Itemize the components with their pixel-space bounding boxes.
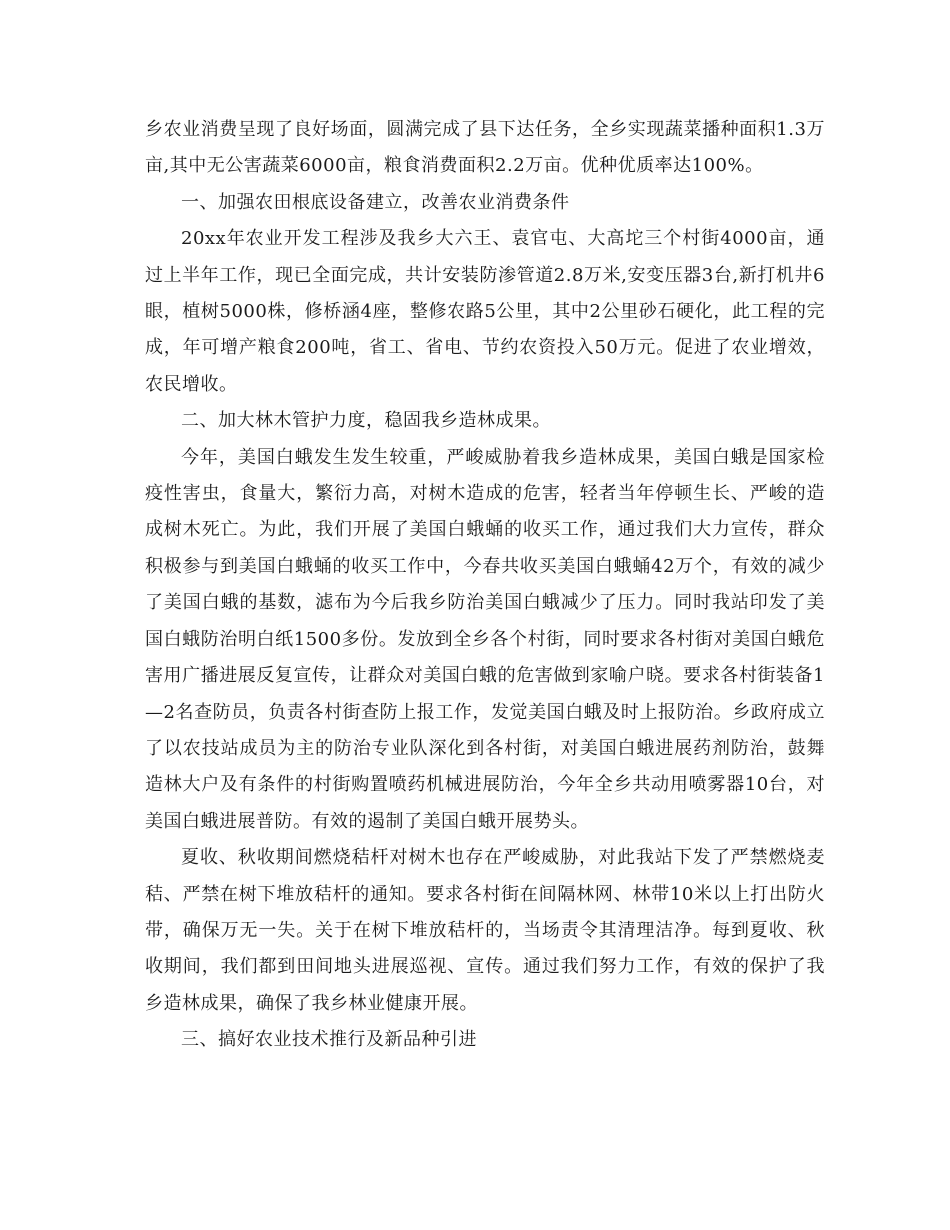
paragraph-agricultural-development: 20xx年农业开发工程涉及我乡大六王、袁官屯、大高坨三个村街4000亩，通过上半年工作，现已全面完成，共计安装防渗管道2.8万米,安变压器3台,新打机井6眼，植树5000株，修桥涵4座，整修农路5公里，其中2公里砂石硬化，此工程的完成，年可增产粮食200吨，省工、省电、节约农资投入50万元。促进了农业增效，农民增收。: [145, 228, 825, 395]
document-body: [145, 112, 825, 1059]
paragraph-straw-burning: 夏收、秋收期间燃烧秸杆对树木也存在严峻威胁，对此我站下发了严禁燃烧麦秸、严禁在树下堆放秸杆的通知。要求各村街在间隔林网、林带10米以上打出防火带，确保万无一失。关于在树下堆放秸杆的，当场责令其清理洁净。每到夏收、秋收期间，我们都到田间地头进展巡视、宣传。通过我们努力工作，有效的保护了我乡造林成果，确保了我乡林业健康开展。: [145, 847, 825, 1014]
heading-section-two: 二、加大林木管护力度，稳固我乡造林成果。: [181, 410, 551, 432]
paragraph-white-moth-control: 今年，美国白蛾发生发生较重，严峻威胁着我乡造林成果，美国白蛾是国家检疫性害虫，食量大，繁衍力高，对树木造成的危害，轻者当年停顿生长、严峻的造成树木死亡。为此，我们开展了美国白蛾蛹的收买工作，通过我们大力宣传，群众积极参与到美国白蛾蛹的收买工作中，今春共收买美国白蛾蛹42万个，有效的减少了美国白蛾的基数，滤布为今后我乡防治美国白蛾减少了压力。同时我站印发了美国白蛾防治明白纸1500多份。发放到全乡各个村街，同时要求各村街对美国白蛾危害用广播进展反复宣传，让群众对美国白蛾的危害做到家喻户晓。要求各村街装备1—2名查防员，负责各村街查防上报工作，发觉美国白蛾及时上报防治。乡政府成立了以农技站成员为主的防治专业队深化到各村街，对美国白蛾进展药剂防治，鼓舞造林大户及有条件的村街购置喷药机械进展防治，今年全乡共动用喷雾器10台，对美国白蛾进展普防。有效的遏制了美国白蛾开展势头。: [145, 446, 825, 832]
heading-section-one: 一、加强农田根底设备建立，改善农业消费条件: [181, 191, 570, 213]
paragraph-continued-summary: 乡农业消费呈现了良好场面，圆满完成了县下达任务，全乡实现蔬菜播种面积1.3万亩,其中无公害蔬菜6000亩，粮食消费面积2.2万亩。优种优质率达100%。: [145, 119, 825, 177]
heading-section-three: 三、搞好农业技术推行及新品种引进: [181, 1029, 477, 1051]
